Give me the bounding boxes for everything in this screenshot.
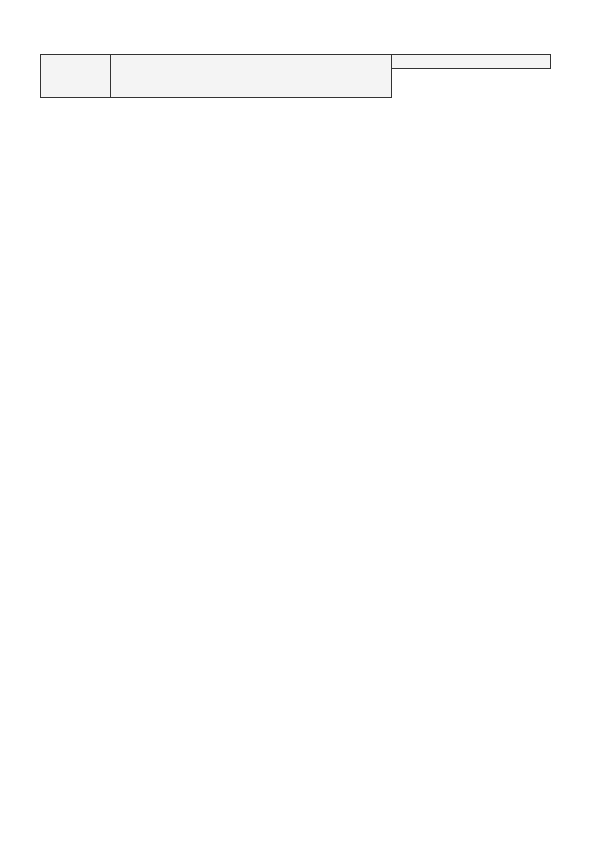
- result-group-header: [392, 55, 551, 69]
- checklist-table: [40, 54, 551, 98]
- criteria-header: [111, 55, 392, 98]
- table-header: [41, 55, 551, 98]
- category-header: [41, 55, 111, 98]
